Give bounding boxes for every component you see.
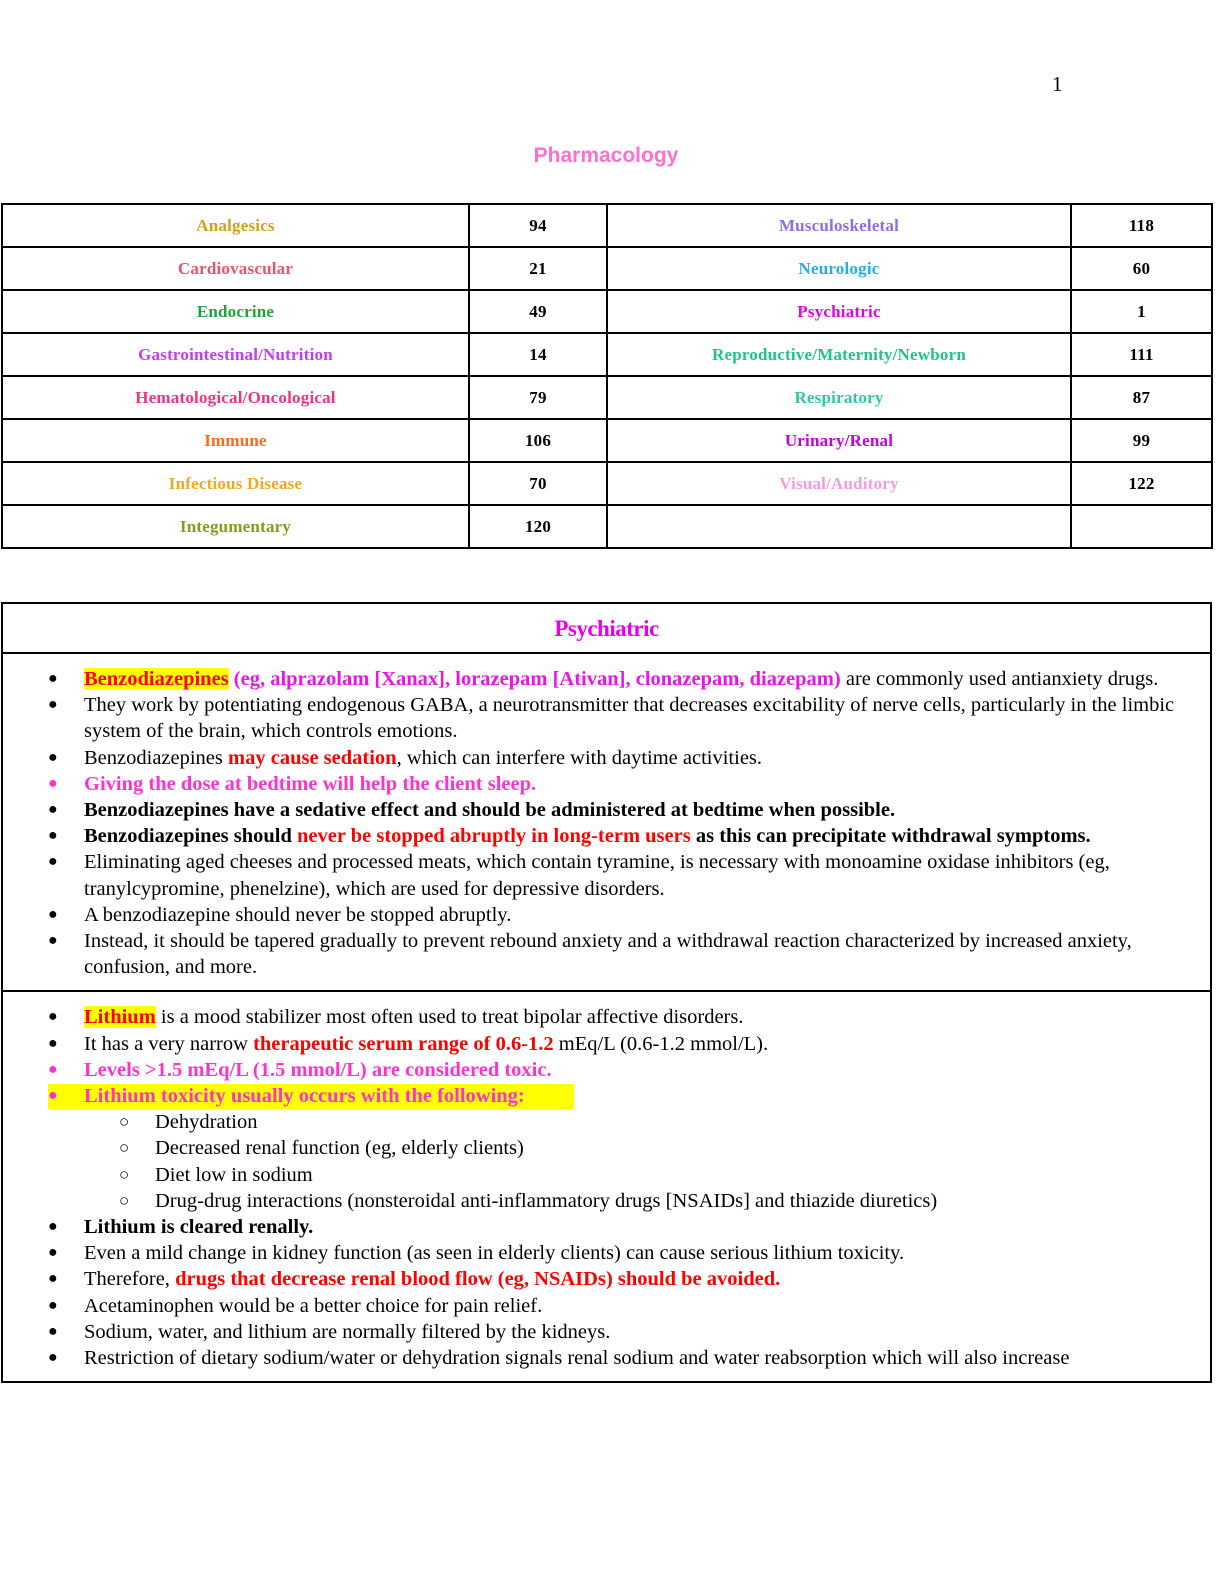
list-text: Drug-drug interactions (nonsteroidal anti-inflammatory drugs [NSAIDs] and thiazide diuretics) [155,1189,938,1212]
list-item [3,1214,1204,1240]
page-ref: 79 [469,376,607,419]
page-ref: 120 [469,505,607,548]
page-number: 1 [1052,72,1063,96]
page-ref: 60 [1071,247,1212,290]
page-ref: 118 [1071,204,1212,247]
page-ref: 94 [469,204,607,247]
page-title: Pharmacology [533,144,679,167]
list-text: Decreased renal function (eg, elderly clients) [155,1137,524,1160]
empty-cell [1071,505,1212,548]
list-text: They work by potentiating endogenous GABA, a neurotransmitter that decreases excitability of nerve cells, particularly in the limbic system of the brain, which controls emotions. [84,694,1175,743]
table-row [2,505,1212,548]
list-item [3,928,1204,980]
list-item [3,823,1204,849]
list-item [3,745,1204,771]
list-item [3,666,1204,692]
drug-examples: (eg, alprazolam [Xanax], lorazepam [Ativan], clonazepam, diazepam) [228,668,841,690]
list-item [3,1266,1204,1292]
list-item [3,797,1204,823]
list-item [3,1319,1204,1345]
sub-list-item [3,1135,1204,1161]
topic-link-analgesics[interactable]: Analgesics [2,204,469,247]
emphasis-text: Lithium toxicity usually occurs with the following: [84,1085,525,1108]
table-row [2,462,1212,505]
topic-link-neurologic[interactable]: Neurologic [607,247,1071,290]
emphasis-text: may cause sedation [228,746,397,769]
topic-link-cardiovascular[interactable]: Cardiovascular [2,247,469,290]
emphasis-text: Giving the dose at bedtime will help the client sleep. [84,772,537,795]
emphasis-text: therapeutic serum range of 0.6-1.2 [253,1032,554,1055]
list-item [3,692,1204,744]
list-text: Diet low in sodium [155,1163,313,1186]
table-row [2,333,1212,376]
sub-list-item [3,1188,1204,1214]
list-text: as this can precipitate withdrawal symptoms. [690,825,1091,848]
page-ref: 70 [469,462,607,505]
list-item [3,1031,1204,1057]
page-ref: 49 [469,290,607,333]
list-text: are commonly used antianxiety drugs. [840,668,1159,690]
topic-link-endocrine[interactable]: Endocrine [2,290,469,333]
topic-link-urinary[interactable]: Urinary/Renal [607,419,1071,462]
section-heading: Psychiatric [3,604,1210,654]
table-row [2,419,1212,462]
emphasis-text: never be stopped abruptly in long-term users [297,825,691,848]
list-text: Instead, it should be tapered gradually to prevent rebound anxiety and a withdrawal reaction characterized by increased anxiety, confusion, and more. [84,930,1132,979]
list-item [3,902,1204,928]
list-text: Benzodiazepines should [84,825,298,848]
list-text: It has a very narrow [84,1032,254,1055]
topic-link-hematological[interactable]: Hematological/Oncological [2,376,469,419]
list-text: , which can interfere with daytime activities. [396,746,763,769]
list-text: Even a mild change in kidney function (as seen in elderly clients) can cause serious lithium toxicity. [84,1242,905,1265]
topic-link-infectious[interactable]: Infectious Disease [2,462,469,505]
lithium-section [3,990,1210,1381]
page-ref: 111 [1071,333,1212,376]
list-item [3,849,1204,901]
list-item-highlighted [3,1083,1204,1109]
page-ref: 14 [469,333,607,376]
topic-link-immune[interactable]: Immune [2,419,469,462]
highlighted-term: Lithium [84,1006,156,1029]
list-text: Lithium is cleared renally. [84,1216,314,1239]
list-item [3,1345,1204,1371]
list-item [3,1057,1204,1083]
list-item [3,771,1204,797]
topic-link-musculoskeletal[interactable]: Musculoskeletal [607,204,1071,247]
list-text: Sodium, water, and lithium are normally filtered by the kidneys. [84,1320,611,1343]
empty-cell [607,505,1071,548]
list-text: Restriction of dietary sodium/water or dehydration signals renal sodium and water reabsorption which will also increase [84,1347,1070,1370]
highlighted-term: Benzodiazepines [84,668,229,690]
topic-link-reproductive[interactable]: Reproductive/Maternity/Newborn [607,333,1071,376]
table-row [2,204,1212,247]
sub-list-item [3,1162,1204,1188]
list-item [3,1004,1204,1030]
list-item [3,1293,1204,1319]
list-text: Benzodiazepines [84,746,229,769]
page-ref: 122 [1071,462,1212,505]
list-text: mEq/L (0.6-1.2 mmol/L). [553,1032,769,1055]
page-ref: 99 [1071,419,1212,462]
list-text: Acetaminophen would be a better choice for pain relief. [84,1294,543,1317]
topic-link-visual[interactable]: Visual/Auditory [607,462,1071,505]
benzodiazepines-section [3,654,1210,990]
psychiatric-notes-box [1,602,1212,1383]
page-ref: 1 [1071,290,1212,333]
sub-list-item [3,1109,1204,1135]
list-item [3,1240,1204,1266]
topic-link-respiratory[interactable]: Respiratory [607,376,1071,419]
table-row [2,247,1212,290]
table-row [2,290,1212,333]
topic-link-gastrointestinal[interactable]: Gastrointestinal/Nutrition [2,333,469,376]
list-text: Dehydration [155,1111,258,1134]
list-text: Therefore, [84,1268,176,1291]
list-text: Eliminating aged cheeses and processed meats, which contain tyramine, is necessary with monoamine oxidase inhibitors (eg, tranylcypromine, phenelzine), which are used for depressive disorders. [84,851,1110,900]
topic-index-table [1,203,1213,549]
emphasis-text: drugs that decrease renal blood flow (eg, NSAIDs) should be avoided. [175,1268,781,1291]
topic-link-psychiatric[interactable]: Psychiatric [607,290,1071,333]
emphasis-text: Levels >1.5 mEq/L (1.5 mmol/L) are considered toxic. [84,1058,552,1081]
page-ref: 87 [1071,376,1212,419]
list-text: A benzodiazepine should never be stopped abruptly. [84,903,512,926]
page-ref: 21 [469,247,607,290]
list-text: is a mood stabilizer most often used to treat bipolar affective disorders. [155,1006,744,1029]
table-row [2,376,1212,419]
page-ref: 106 [469,419,607,462]
list-text: Benzodiazepines have a sedative effect and should be administered at bedtime when possible. [84,799,896,822]
topic-link-integumentary[interactable]: Integumentary [2,505,469,548]
